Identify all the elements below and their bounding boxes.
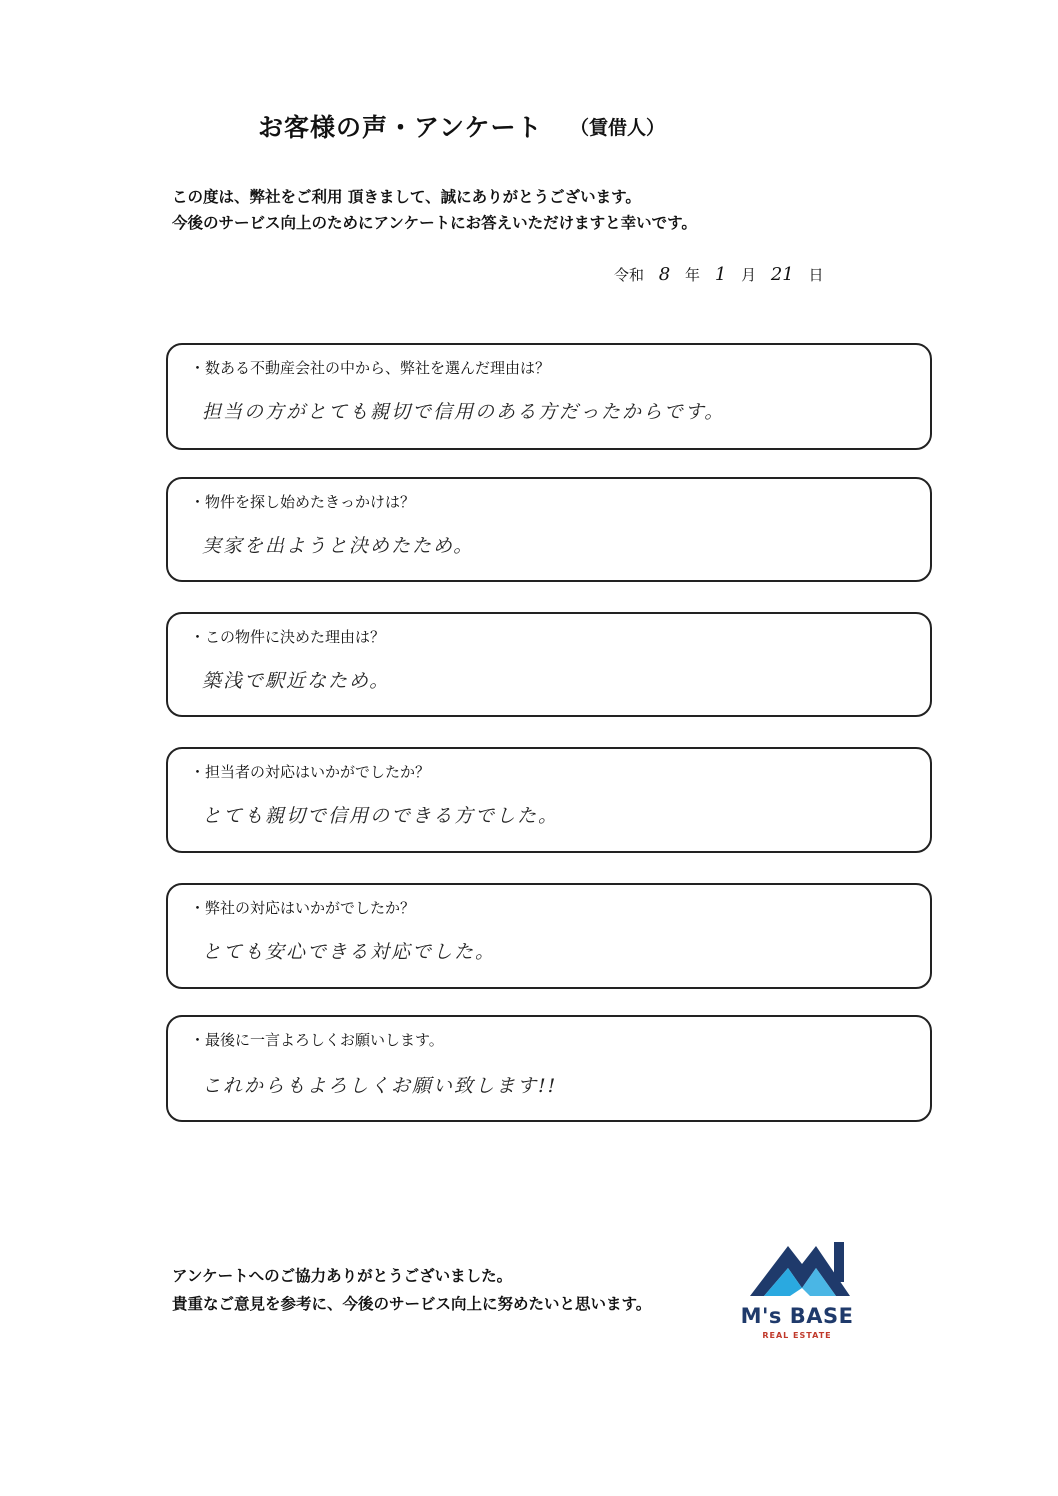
question-box-4 [166,747,932,853]
footer-text [172,1262,651,1318]
logo-subtitle: REAL ESTATE [762,1331,832,1340]
date-era: 令和 [614,266,645,284]
header [258,108,778,148]
handwritten-answer: 築浅で駅近なため。 [202,670,391,692]
page-title: お客様の声・アンケート [258,113,543,142]
date-day-unit: 日 [808,266,824,284]
company-logo [740,1238,860,1348]
question-label: ・この物件に決めた理由は？ [190,628,386,646]
intro-line-1: この度は、弊社をご利用 頂きまして、誠にありがとうございます。 [172,188,641,206]
question-label: ・最後に一言よろしくお願いします。 [190,1031,444,1049]
question-label: ・物件を探し始めたきっかけは？ [190,493,416,511]
footer-line-1: アンケートへのご協力ありがとうございました。 [172,1267,513,1285]
date-month-unit: 月 [741,266,757,284]
intro-text [172,184,697,236]
handwritten-answer: とても安心できる対応でした。 [202,941,497,963]
handwritten-answer: これからもよろしくお願い致します!! [202,1075,558,1097]
logo-name: M's BASE [740,1304,854,1328]
handwritten-answer: 実家を出ようと決めたため。 [202,535,475,557]
handwritten-answer: 担当の方がとても親切で信用のある方だったからです。 [202,401,726,423]
question-label: ・数ある不動産会社の中から、弊社を選んだ理由は？ [190,359,551,377]
question-box-3 [166,612,932,717]
page-subtitle: （賃借人） [570,117,666,139]
date-month: 1 [714,264,727,285]
date-day: 21 [770,264,794,285]
date-line [614,264,824,285]
question-box-2 [166,477,932,582]
question-box-5 [166,883,932,989]
mountain-logo-icon [750,1238,850,1300]
question-box-1 [166,343,932,450]
question-box-6 [166,1015,932,1122]
question-label: ・担当者の対応はいかがでしたか？ [190,763,431,781]
intro-line-2: 今後のサービス向上のためにアンケートにお答えいただけますと幸いです。 [172,214,697,232]
date-year: 8 [658,264,671,285]
question-label: ・弊社の対応はいかがでしたか？ [190,899,416,917]
handwritten-answer: とても親切で信用のできる方でした。 [202,805,560,827]
footer-line-2: 貴重なご意見を参考に、今後のサービス向上に努めたいと思います。 [172,1295,652,1313]
date-year-unit: 年 [685,266,701,284]
